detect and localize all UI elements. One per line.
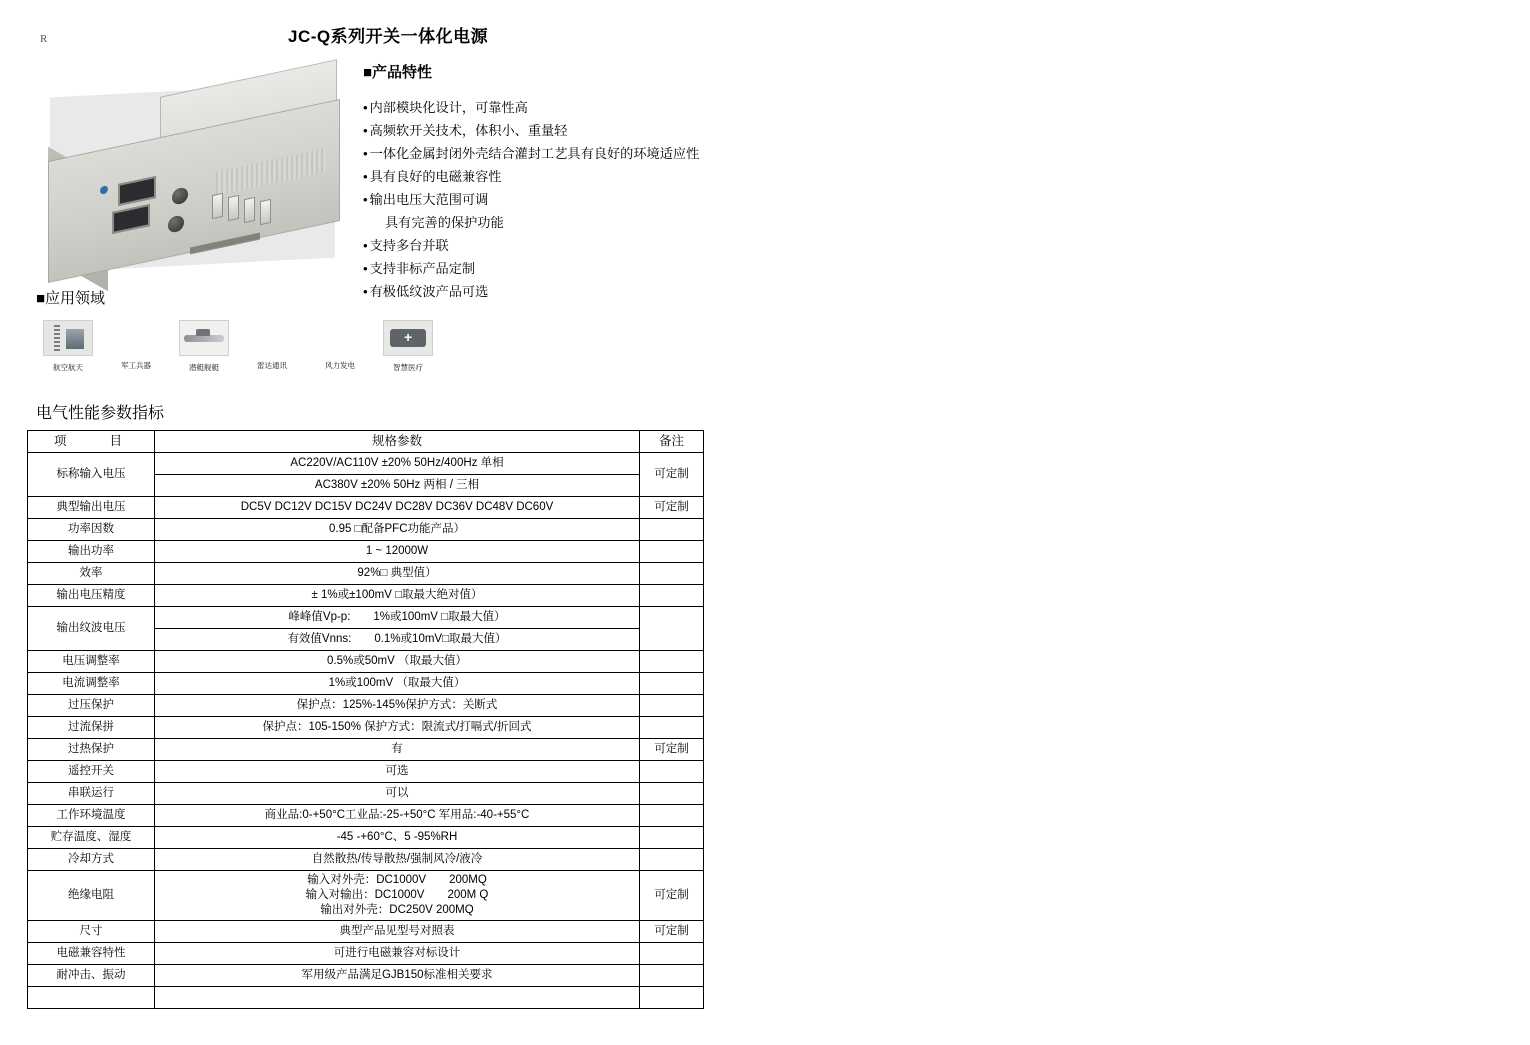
row-note — [640, 987, 704, 1009]
table-row — [28, 497, 704, 519]
row-note — [640, 651, 704, 673]
feature-text: 一体化金属封闭外壳结合灌封工艺具有良好的环境适应性 — [369, 146, 700, 161]
panel-button-2 — [228, 195, 239, 221]
feature-item — [363, 96, 703, 119]
row-item: 耐冲击、振动 — [28, 965, 155, 987]
row-item: 过压保护 — [28, 695, 155, 717]
table-header-row — [28, 431, 704, 453]
row-item: 过热保护 — [28, 739, 155, 761]
feature-text: 有极低纹波产品可选 — [369, 284, 489, 299]
product-photo — [40, 72, 340, 272]
bullet-icon: • — [363, 169, 368, 184]
application-caption: 潜艇舰艇 — [189, 363, 219, 372]
header-value: 规格参数 — [155, 431, 640, 453]
row-item: 绝缘电阻 — [28, 871, 155, 921]
row-value: 商业品:0-+50°C工业品:-25-+50°C 军用品:-40-+55°C — [155, 805, 640, 827]
row-item: 电磁兼容特性 — [28, 943, 155, 965]
row-item: 贮存温度、湿度 — [28, 827, 155, 849]
row-item: 串联运行 — [28, 783, 155, 805]
row-item: 效率 — [28, 563, 155, 585]
application-caption: 雷达通讯 — [257, 361, 287, 370]
row-note — [640, 965, 704, 987]
feature-item — [363, 280, 703, 303]
feature-text: 具有良好的电磁兼容性 — [369, 169, 502, 184]
table-row — [28, 717, 704, 739]
bullet-icon: • — [363, 192, 368, 207]
feature-item — [363, 119, 703, 142]
row-value: ± 1%或±100mV □取最大绝对值） — [155, 585, 640, 607]
radar-icon — [248, 320, 296, 354]
row-value: 92%□ 典型值） — [155, 563, 640, 585]
feature-subtext: 具有完善的保护功能 — [385, 215, 504, 230]
row-item: 典型输出电压 — [28, 497, 155, 519]
applications-heading: ■应用领域 — [36, 290, 106, 307]
application-item — [376, 320, 440, 373]
row-value: 可选 — [155, 761, 640, 783]
header-note: 备注 — [640, 431, 704, 453]
feature-text: 支持多台并联 — [369, 238, 449, 253]
row-note — [640, 943, 704, 965]
feature-text: 输出电压大范围可调 — [369, 192, 489, 207]
registered-mark: R — [40, 33, 48, 45]
row-item: 输出电压精度 — [28, 585, 155, 607]
row-value: 自然散热/传导散热/强制风冷/液冷 — [155, 849, 640, 871]
table-row — [28, 563, 704, 585]
table-row — [28, 783, 704, 805]
panel-button-4 — [260, 199, 271, 225]
bullet-icon: • — [363, 261, 368, 276]
feature-text: 支持非标产品定制 — [369, 261, 476, 276]
row-note — [640, 519, 704, 541]
row-value: 1 ~ 12000W — [155, 541, 640, 563]
table-row — [28, 695, 704, 717]
row-item: 输出纹波电压 — [28, 607, 155, 651]
feature-item — [363, 234, 703, 257]
row-note — [640, 585, 704, 607]
table-row — [28, 607, 704, 629]
row-value-2: AC380V ±20% 50Hz 两相 / 三相 — [155, 475, 640, 497]
row-value-2: 输入对输出：DC1000V 200M Q — [305, 889, 489, 901]
row-value: 0.5%或50mV （取最大值） — [155, 651, 640, 673]
table-row — [28, 921, 704, 943]
row-item: 遥控开关 — [28, 761, 155, 783]
row-note — [640, 541, 704, 563]
row-value: 军用级产品满足GJB150标准相关要求 — [155, 965, 640, 987]
row-value: 保护点：125%-145%保护方式：关断式 — [155, 695, 640, 717]
row-note — [640, 783, 704, 805]
row-note — [640, 607, 704, 651]
row-note — [640, 673, 704, 695]
row-note: 可定制 — [640, 871, 704, 921]
wind-icon — [316, 320, 364, 354]
table-row — [28, 965, 704, 987]
bullet-icon: • — [363, 238, 368, 253]
row-item: 电压调整率 — [28, 651, 155, 673]
row-item — [28, 987, 155, 1009]
table-row — [28, 761, 704, 783]
application-item — [240, 320, 304, 371]
applications-list — [36, 320, 456, 390]
feature-item — [363, 142, 703, 165]
row-value-2: 有效值Vnns: 0.1%或10mV□取最大值） — [155, 629, 640, 651]
features-list — [363, 96, 703, 303]
spec-table-title: 电气性能参数指标 — [36, 405, 165, 422]
row-note — [640, 563, 704, 585]
row-note — [640, 761, 704, 783]
spec-table — [27, 430, 704, 1009]
table-row — [28, 871, 704, 921]
table-row — [28, 849, 704, 871]
row-value: 可以 — [155, 783, 640, 805]
application-item — [36, 320, 100, 373]
bullet-icon: • — [363, 284, 368, 299]
table-row — [28, 453, 704, 475]
row-value: AC220V/AC110V ±20% 50Hz/400Hz 单相 — [155, 453, 640, 475]
row-note — [640, 717, 704, 739]
row-value: 保护点：105-150% 保护方式：限流式/打嗝式/折回式 — [155, 717, 640, 739]
feature-subitem — [363, 211, 703, 234]
row-value: 有 — [155, 739, 640, 761]
application-item — [172, 320, 236, 373]
row-value: 峰峰值Vp-p: 1%或100mV □取最大值） — [155, 607, 640, 629]
medical-icon — [383, 320, 433, 356]
row-item: 输出功率 — [28, 541, 155, 563]
row-note: 可定制 — [640, 921, 704, 943]
table-row — [28, 827, 704, 849]
feature-item — [363, 257, 703, 280]
row-note — [640, 849, 704, 871]
header-item: 项 目 — [28, 431, 155, 453]
feature-item — [363, 165, 703, 188]
row-note: 可定制 — [640, 497, 704, 519]
row-value: 0.95 □配备PFC功能产品） — [155, 519, 640, 541]
row-value: 输入对外壳：DC1000V 200MQ — [307, 874, 487, 886]
bullet-icon: • — [363, 123, 368, 138]
table-row — [28, 541, 704, 563]
feature-text: 高频软开关技术，体积小、重量轻 — [369, 123, 568, 138]
row-value — [155, 987, 640, 1009]
table-row — [28, 805, 704, 827]
row-item: 功率因数 — [28, 519, 155, 541]
application-item — [308, 320, 372, 371]
submarine-icon — [179, 320, 229, 356]
application-item — [104, 320, 168, 371]
row-note: 可定制 — [640, 739, 704, 761]
panel-button-1 — [212, 193, 223, 219]
row-value: DC5V DC12V DC15V DC24V DC28V DC36V DC48V DC60V — [155, 497, 640, 519]
row-value: 可进行电磁兼容对标设计 — [155, 943, 640, 965]
row-item: 冷却方式 — [28, 849, 155, 871]
row-note — [640, 827, 704, 849]
table-row — [28, 585, 704, 607]
page-title: JC-Q系列开关一体化电源 — [288, 27, 489, 46]
row-note: 可定制 — [640, 453, 704, 497]
tower-icon — [43, 320, 93, 356]
table-row — [28, 739, 704, 761]
row-value: 典型产品见型号对照表 — [155, 921, 640, 943]
table-row-clipped — [28, 987, 704, 1009]
features-heading: ■产品特性 — [363, 64, 433, 81]
table-row — [28, 519, 704, 541]
row-note — [640, 805, 704, 827]
row-note — [640, 695, 704, 717]
bullet-icon: • — [363, 100, 368, 115]
row-item: 过流保拼 — [28, 717, 155, 739]
application-caption: 航空航天 — [53, 363, 83, 372]
row-item: 标称输入电压 — [28, 453, 155, 497]
row-value-group — [155, 871, 640, 921]
row-item: 尺寸 — [28, 921, 155, 943]
table-row — [28, 673, 704, 695]
feature-item — [363, 188, 703, 211]
feature-text: 内部模块化设计，可靠性高 — [369, 100, 528, 115]
application-caption: 风力发电 — [325, 361, 355, 370]
table-row — [28, 943, 704, 965]
application-caption: 智慧医疗 — [393, 363, 423, 372]
row-value: -45 -+60°C、5 -95%RH — [155, 827, 640, 849]
application-caption: 军工兵器 — [121, 361, 151, 370]
bullet-icon: • — [363, 146, 368, 161]
panel-button-3 — [244, 197, 255, 223]
table-row — [28, 651, 704, 673]
weapon-icon — [112, 320, 160, 354]
row-value-3: 输出对外壳：DC250V 200MQ — [320, 904, 474, 916]
row-value: 1%或100mV （取最大值） — [155, 673, 640, 695]
row-item: 电流调整率 — [28, 673, 155, 695]
row-item: 工作环境温度 — [28, 805, 155, 827]
